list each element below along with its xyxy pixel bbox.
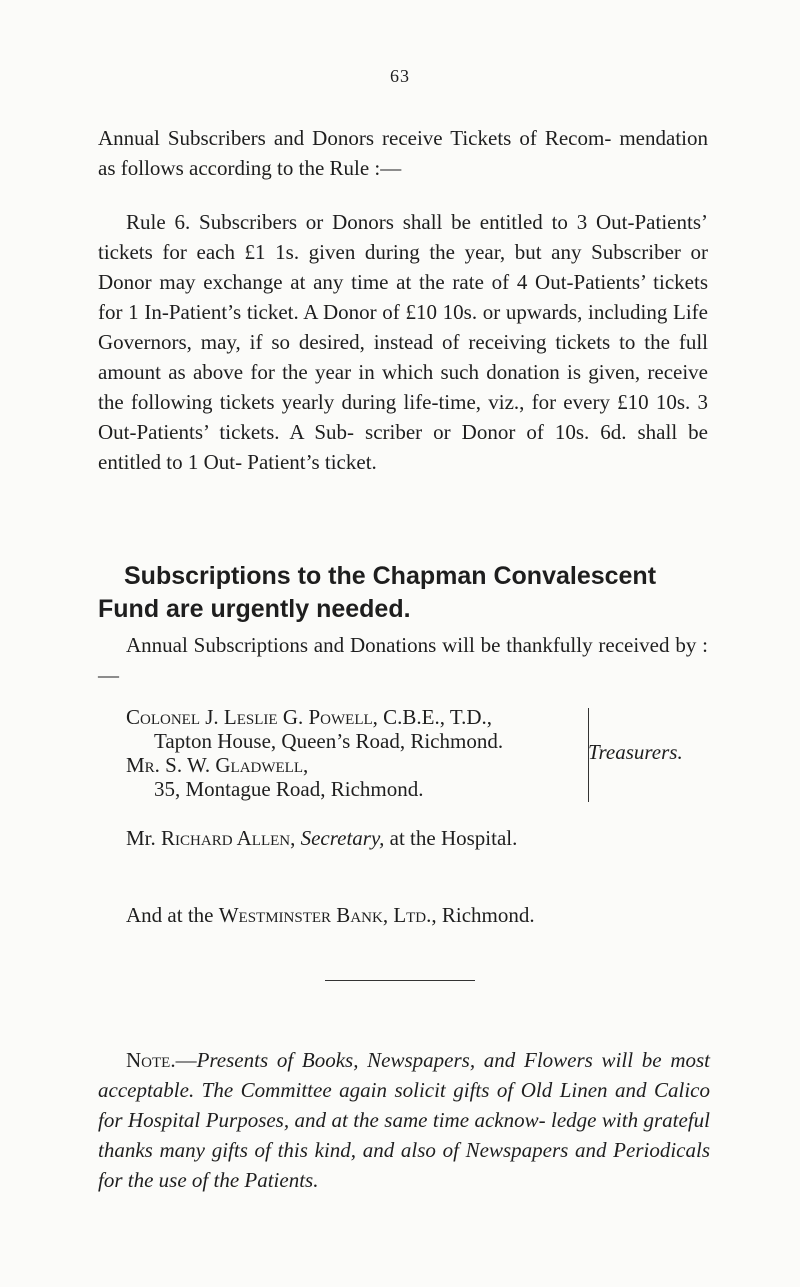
treasurer-1-address: Tapton House, Queen’s Road, Richmond. [154,729,504,753]
treasurers-label: Treasurers. [588,740,683,764]
bank-suffix: Richmond. [441,903,535,927]
treasurer-2-address: 35, Montague Road, Richmond. [154,777,424,801]
secretary-role: Secretary, [300,826,385,850]
note-text: Presents of Books, Newspapers, and Flowers will be most acceptable. The Committee again solicit gifts of Old Linen and Calico for Hospital Purposes, and at the same time acknow- ledge with grateful thanks many gifts of this kind, and also of Newspapers and Periodicals for the use of the Patients. [98,1048,710,1192]
note-label: Note.— [126,1048,197,1072]
secretary-line [126,826,517,851]
treasurer-1-name: Colonel J. Leslie G. Powell, C.B.E., T.D., [126,705,493,729]
rule-6-paragraph: Rule 6. Subscribers or Donors shall be entitled to 3 Out-Patients’ tickets for each £1 1s. given during the year, but any Subscriber or Donor may exchange at any time at the rate of 4 Out-Patients’ tickets for 1 In-Patient’s ticket. A Donor of £10 10s. or upwards, including Life Governors, may, if so desired, instead of receiving tickets to the full amount as above for the year in which such donation is given, receive the following tickets yearly during life-time, viz., for every £10 10s. 3 Out-Patients’ tickets. A Sub- scriber or Donor of 10s. 6d. shall be entitled to 1 Out- Patient’s ticket. [98,210,708,474]
appeal-heading: Subscriptions to the Chapman Convalescent Fund are urgently needed. [98,562,657,623]
note-paragraph [98,1045,710,1195]
treasurer-2-name: Mr. S. W. Gladwell, [126,753,309,777]
bank-prefix: And at the [126,903,214,927]
intro-paragraph: Annual Subscribers and Donors receive Tickets of Recom- mendation as follows according to the Rule :— [98,126,708,180]
divider-rule [325,980,475,981]
secretary-suffix: at the Hospital. [389,826,518,850]
page-number: 63 [390,66,410,86]
received-by-paragraph: Annual Subscriptions and Donations will be thankfully received by :— [98,633,708,687]
bank-name: Westminster Bank, Ltd., [218,903,437,927]
secretary-name: Richard Allen, [161,826,296,850]
bank-line [126,903,535,928]
secretary-prefix: Mr. [126,826,156,850]
